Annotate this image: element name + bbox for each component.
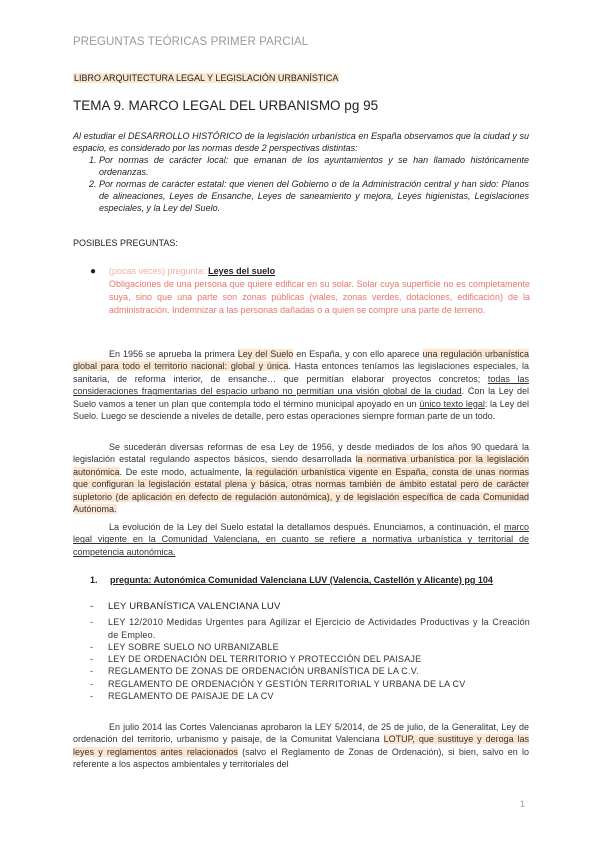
tema-title: TEMA 9. MARCO LEGAL DEL URBANISMO pg 95	[73, 98, 379, 113]
text-run: (salvo el Reglamento de Zonas de Ordenación), si bien, salvo en lo referente a los aspectos ambientales y territoriales del	[73, 746, 529, 770]
book-title: LIBRO ARQUITECTURA LEGAL Y LEGISLACIÓN URBANÍSTICA	[74, 73, 339, 83]
law-item: - LEY URBANÍSTICA VALENCIANA LUV	[90, 601, 530, 613]
paragraph-1956	[73, 348, 529, 422]
text-run: La evolución de la Ley del Suelo estatal la detallamos después. Enunciamos, a continuación, el	[109, 522, 504, 532]
highlight-run: una regulación urbanística global para todo el territorio nacional: global y única	[73, 349, 529, 372]
paragraph-lotup	[73, 721, 529, 771]
question-text: pregunta: Autonómica Comunidad Valenciana LUV (Valencia, Castellón y Alicante) pg 104	[110, 575, 493, 585]
question-number: 1.	[90, 575, 98, 585]
paragraph-reformas	[73, 441, 529, 515]
underline-run: marco legal vigente en la Comunidad Valenciana, en cuanto se refiere a normativa urbanística y territorial de competencia autonómica.	[73, 522, 529, 557]
question-bullet-leyes-suelo	[90, 265, 530, 317]
intro-list	[73, 154, 529, 214]
highlight-run: Ley del Suelo	[237, 349, 294, 359]
intro-item: 1. Por normas de carácter local: que emanan de los ayuntamientos y se han llamado históricamente ordenanzas.	[99, 154, 529, 178]
possible-questions-label: POSIBLES PREGUNTAS:	[73, 238, 178, 248]
text-run: . Hasta entonces teníamos las legislaciones especiales, la sanitaria, de reforma interior, de ensanche… que permitían elaborar proyectos concretos;	[73, 361, 529, 384]
law-item: - LEY 12/2010 Medidas Urgentes para Agilizar el Ejercicio de Actividades Productivas y la Creación de Empleo.	[90, 616, 530, 641]
page-number: 1	[520, 799, 526, 809]
text-run: . De este modo, actualmente,	[119, 466, 246, 477]
page-header: PREGUNTAS TEÓRICAS PRIMER PARCIAL	[73, 36, 309, 48]
law-item: - REGLAMENTO DE ZONAS DE ORDENACIÓN URBANÍSTICA DE LA C.V.	[90, 665, 530, 677]
text-run: En julio 2014 las Cortes Valencianas aprobaron la LEY 5/2014, de 25 de julio, de la Generalitat, Ley de ordenación del territorio, urbanismo y paisaje, de la Comunitat Valenciana	[73, 722, 529, 745]
highlight-run: LOTUP, que sustituye y deroga las leyes y reglamentos antes relacionados	[73, 734, 529, 757]
highlight-run: la regulación urbanística vigente en España, consta de unas normas que configuran la legislación estatal plena y básica, otras normas también de ámbito estatal pero de carácter supletorio (de aplicación en defecto de regulación autonómica), y de legislación específica de cada Comunidad Autónoma.	[73, 466, 529, 515]
bullet-body: Obligaciones de una persona que quiere edificar en su solar. Solar cuya superficie no es completamente suya, sino que una parte son zonas públicas (viales, zonas verdes, dotaciones, edificación) de la administración. Indemnizar a las personas dañadas o a quien se compre una parte de terreno.	[109, 279, 530, 315]
law-item: - REGLAMENTO DE ORDENACIÓN Y GESTIÓN TERRITORIAL Y URBANA DE LA CV	[90, 678, 530, 690]
law-item: - LEY DE ORDENACIÓN DEL TERRITORIO Y PROTECCIÓN DEL PAISAJE	[90, 653, 530, 665]
text-run: Se sucederán diversas reformas de esa Ley de 1956, y desde mediados de los años 90 quedará la legislación estatal regulando aspectos básicos, siendo desarrollada	[73, 442, 529, 465]
bullet-title: Leyes del suelo	[208, 266, 276, 276]
text-run: : la Ley del Suelo. Luego se desciende a niveles de detalle, pero estas operaciones siempre forman parte de un todo.	[73, 398, 529, 422]
question-1-heading	[90, 575, 493, 585]
paragraph-evolucion	[73, 521, 529, 558]
highlight-run: la normativa urbanística por la legislación autonómica	[73, 454, 529, 477]
intro-block	[73, 130, 529, 214]
intro-text: Al estudiar el DESARROLLO HISTÓRICO de la legislación urbanística en España observamos que la ciudad y su espacio, es considerado por las normas desde 2 perspectivas distintas:	[73, 131, 529, 153]
bullet-dot-icon: ●	[90, 266, 97, 277]
text-run: . Con la Ley del Suelo vamos a tener un plan que contempla todo el término municipal apoyado en un	[73, 386, 529, 409]
law-item: - REGLAMENTO DE PAISAJE DE LA CV	[90, 690, 530, 702]
underline-run: único texto legal	[419, 398, 485, 409]
underline-run: todas las consideraciones fragmentarias del espacio urbano no permitían una visión global de la ciudad	[73, 373, 529, 397]
law-item: - LEY SOBRE SUELO NO URBANIZABLE	[90, 641, 530, 653]
bullet-prefix: (pocas veces) pregunta:	[109, 266, 206, 276]
intro-item: 2. Por normas de carácter estatal: que vienen del Gobierno o de la Administración central y han sido: Planos de alineaciones, Leyes de Ensanche, Leyes de saneamiento y mejora, Leyes higienistas, Legislaciones especiales, y la Ley del Suelo.	[99, 178, 529, 214]
laws-list	[90, 601, 530, 702]
text-run: en España, y con ello aparece	[293, 349, 423, 359]
text-run: En 1956 se aprueba la primera	[109, 349, 238, 359]
